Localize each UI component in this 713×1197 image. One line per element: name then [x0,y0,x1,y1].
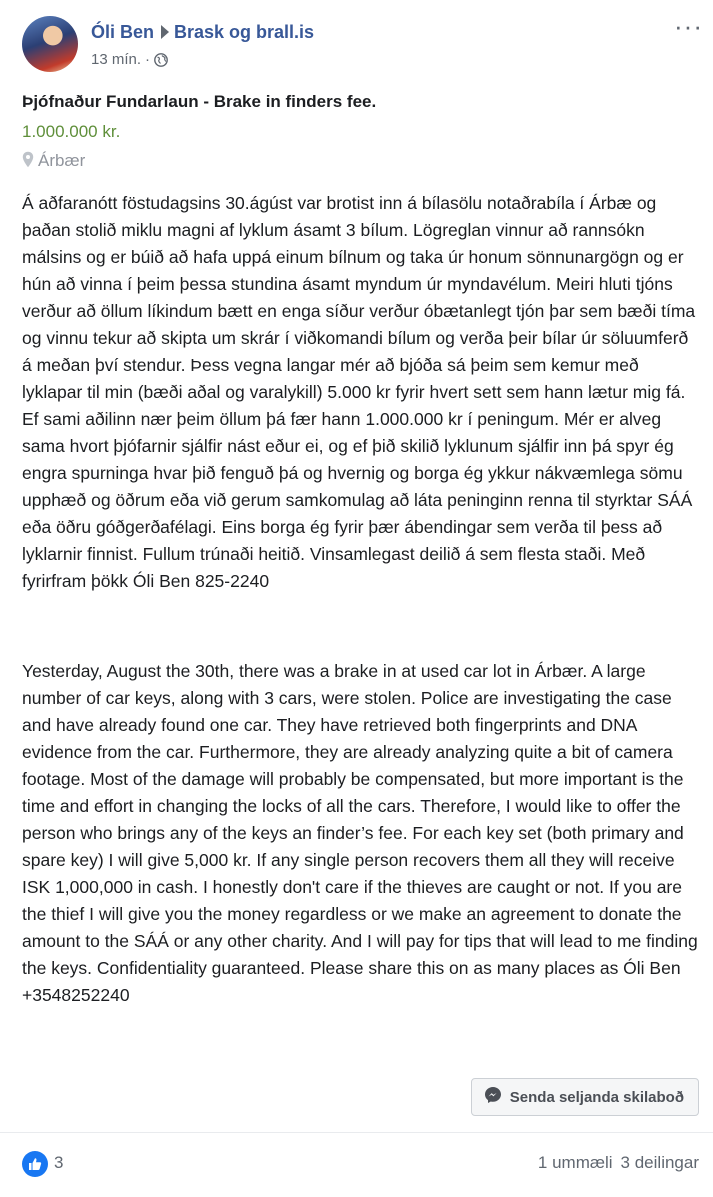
description-icelandic: Á aðfaranótt föstudagsins 30.ágúst var brotist inn á bílasölu notaðrabíla í Árbæ og þaðan stolið miklu magni af lyklum ásamt 3 bílum. Lögreglan vinnur að rannsókn málsins og er búið að hafa uppá einum bílnum og taka úr honum sönnunargögn og er hún að vinna í þeim þessa stundina ásamt myndum úr myndavélum. Meiri hluti tjóns verður að öllum líkindum bætt en enga síður verður óbætanlegt tjón þar sem bæði tíma og vinnu tekur að skipta um skrár í viðkomandi bílum og verða þeir bílar úr söluumferð á meðan því stendur. Þess vegna langar mér að bjóða sá þeim sem kemur með lyklapar til min (bæði aðal og varalykill) 5.000 kr fyrir hvert sett sem hann lætur mig fá. Ef sami aðilinn nær þeim öllum þá fær hann 1.000.000 kr í peningum. Mér er alveg sama hvort þjófarnir sjálfir nást eður ei, og ef þið skilið lyklunum sjálfir inn þá spyr ég engra spurninga hvar þið fenguð þá og hvernig og borga ég ykkur nákvæmlega sömu upphæð og öðrum eða við gerum samkomulag að láta peninginn renna til styrktar SÁÁ eða öðru góðgerðafélagi. Eins borga ég fyrir þær ábendingar sem verða til þess að lyklarnir finnist. Fullum trúnaði heitið. Vinsamlegast deilið á sem flesta staði. Með fyrirfram þökk Óli Ben 825-2240 [22,193,696,591]
post-header [18,11,703,74]
like-count[interactable]: 3 [54,1153,64,1172]
location-pin-icon [22,151,34,173]
share-count[interactable]: 3 deilingar [620,1153,699,1172]
send-message-label: Senda seljanda skilaboð [509,1088,684,1106]
footer-stats [538,1153,699,1173]
like-icon[interactable] [22,1151,48,1177]
post-footer [0,1132,713,1197]
avatar[interactable] [22,16,78,72]
listing-title: Þjófnaður Fundarlaun - Brake in finders fee. [22,92,377,111]
description-english: Yesterday, August the 30th, there was a brake in at used car lot in Árbær. A large number of car keys, along with 3 cars, were stolen. Police are investigating the case and have already found one car. They have retrieved both fingerprints and DNA evidence from the car. Furthermore, they are already analyzing quite a bit of camera footage. Most of the damage will probably be compensated, but more important is the time and effort in changing the locks of all the cars. Therefore, I would like to offer the person who brings any of the keys an finder’s fee. For each key set (both primary and spare key) I will give 5,000 kr. If any single person recovers them all they will receive ISK 1,000,000 in cash. I honestly don't care if the thieves are caught or not. If you are the thief I will give you the money regardless or we make an agreement to donate the amount to the SÁÁ or any other charity. And I will pay for tips that will lead to me finding the keys. Confidentiality guaranteed. Please share this on as many places as Óli Ben +3548252240 [22,661,698,1005]
post-meta [91,51,168,71]
globe-icon [154,53,168,71]
comment-count[interactable]: 1 ummæli [537,1153,613,1172]
listing-price: 1.000.000 kr. [22,122,121,141]
messenger-icon [484,1086,502,1108]
location-text: Árbær [38,151,86,170]
meta-separator: · [145,51,151,68]
author-line [91,22,314,43]
post-time[interactable]: 13 mín. [91,51,142,68]
author-name[interactable]: Óli Ben [91,22,155,42]
share-arrow-icon [161,25,169,39]
group-name[interactable]: Brask og brall.is [174,22,315,42]
listing-location [22,151,85,173]
send-message-button[interactable] [471,1078,699,1116]
more-options-icon[interactable]: ··· [674,11,703,41]
